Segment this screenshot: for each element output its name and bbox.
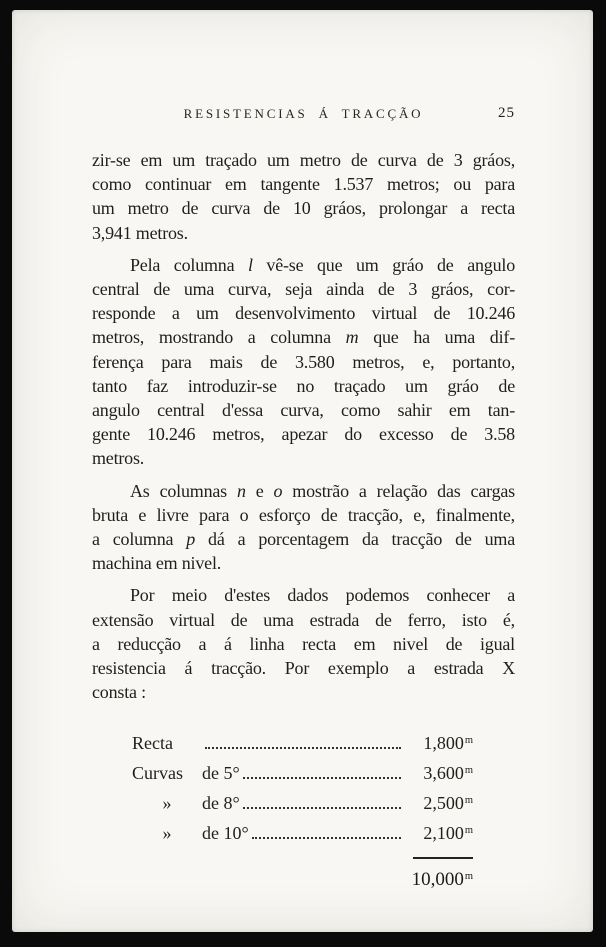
text-segment: angulo central d'essa curva, como sahir em tan- — [92, 400, 515, 421]
column-letter: o — [273, 480, 283, 501]
paragraph — [92, 148, 515, 245]
text-line — [92, 446, 515, 470]
row-label: de 8° — [202, 793, 240, 814]
table-row — [132, 730, 473, 760]
text-segment: responde a um desenvolvimento virtual de 10.246 — [92, 303, 515, 324]
text-line — [92, 479, 515, 503]
table-rows — [132, 730, 473, 850]
text-segment: Por meio d'estes dados podemos conhecer a — [130, 585, 515, 606]
total-rule — [413, 857, 473, 859]
row-value: 1,800$^m$ — [423, 733, 473, 754]
text-segment: 3,941 metros. — [92, 222, 188, 243]
table-row — [132, 790, 473, 820]
text-line — [92, 632, 515, 656]
row-prefix: Curvas — [132, 763, 183, 784]
text-line — [92, 398, 515, 422]
column-letter: p — [186, 529, 196, 550]
text-segment: bruta e livre para o esforço de tracção, e, finalmente, — [92, 504, 515, 525]
text-segment: mostrão a relação das cargas — [282, 480, 515, 501]
text-line — [92, 301, 515, 325]
row-value: 2,100$^m$ — [423, 823, 473, 844]
column-letter: n — [236, 480, 246, 501]
dot-leader — [243, 777, 401, 779]
text-segment: consta : — [92, 682, 146, 703]
row-prefix: Recta — [132, 733, 173, 754]
text-line — [92, 527, 515, 551]
row-value: 2,500$^m$ — [423, 793, 473, 814]
text-segment: metros. — [92, 448, 145, 469]
text-line — [92, 422, 515, 446]
text-segment: tanto faz introduzir-se no traçado um gráo de — [92, 375, 515, 396]
total-row — [132, 869, 473, 891]
text-segment: metros, mostrando a columna — [92, 327, 346, 348]
row-prefix: » — [162, 793, 172, 814]
text-segment: como continuar em tangente 1.537 metros; ou para — [92, 174, 515, 195]
text-segment: central de uma curva, seja ainda de 3 gráos, cor- — [92, 279, 515, 300]
row-label: de 10° — [202, 823, 249, 844]
text-segment: dá a porcentagem da tracção de uma — [195, 529, 515, 550]
row-value: 3,600$^m$ — [423, 763, 473, 784]
text-line — [92, 325, 515, 349]
paragraph — [92, 253, 515, 471]
dot-leader — [252, 837, 401, 839]
text-segment: resistencia á tracção. Por exemplo a estrada X — [92, 658, 515, 679]
text-segment: zir-se em um traçado um metro de curva de 3 gráos, — [92, 150, 515, 170]
row-unit: m — [464, 794, 473, 806]
row-prefix: » — [162, 823, 172, 844]
paragraphs — [92, 148, 515, 704]
text-line — [92, 221, 515, 245]
row-unit: m — [464, 824, 473, 836]
dot-leader — [243, 807, 401, 809]
text-line — [92, 148, 515, 172]
column-letter: m — [345, 327, 359, 348]
text-line — [92, 680, 515, 704]
dot-leader — [205, 747, 401, 749]
text-segment: a reducção a á linha recta em nivel de igual — [92, 633, 515, 654]
text-segment: vê-se que um gráo de angulo — [252, 254, 515, 275]
text-line — [92, 503, 515, 527]
text-segment: Pela columna — [130, 254, 248, 275]
table-row — [132, 820, 473, 850]
text-line — [92, 253, 515, 277]
column-letter: l — [248, 254, 253, 275]
text-segment: a columna — [92, 529, 187, 550]
running-header — [92, 106, 515, 126]
text-line — [92, 608, 515, 632]
text-segment: que ha uma dif- — [358, 327, 515, 348]
text-line — [92, 196, 515, 220]
text-line — [92, 551, 515, 575]
text-segment: e — [245, 480, 274, 501]
total-unit: m — [464, 870, 473, 882]
row-label: de 5° — [202, 763, 240, 784]
text-line — [92, 374, 515, 398]
book-page — [12, 10, 593, 932]
text-segment: As columnas — [130, 480, 237, 501]
text-segment: machina em nivel. — [92, 553, 222, 574]
page-content — [12, 10, 593, 932]
text-line — [92, 172, 515, 196]
text-line — [92, 656, 515, 680]
paragraph — [92, 479, 515, 576]
text-line — [92, 277, 515, 301]
text-segment: um metro de curva de 10 gráos, prolongar a recta — [92, 198, 515, 219]
chapter-title: RESISTENCIAS Á TRACÇÃO — [183, 106, 424, 121]
table-row — [132, 760, 473, 790]
text-segment: gente 10.246 metros, apezar do excesso de 3.58 — [92, 424, 515, 445]
text-segment: extensão virtual de uma estrada de ferro, isto é, — [92, 609, 515, 630]
text-line — [92, 583, 515, 607]
row-unit: m — [464, 764, 473, 776]
text-segment: ferença para mais de 3.580 metros, e, portanto, — [92, 351, 515, 372]
total-value: 10,000 — [411, 869, 464, 891]
virtual-extension-table — [132, 730, 473, 891]
paragraph — [92, 583, 515, 704]
text-line — [92, 350, 515, 374]
row-unit: m — [464, 734, 473, 746]
page-number: 25 — [498, 105, 515, 121]
